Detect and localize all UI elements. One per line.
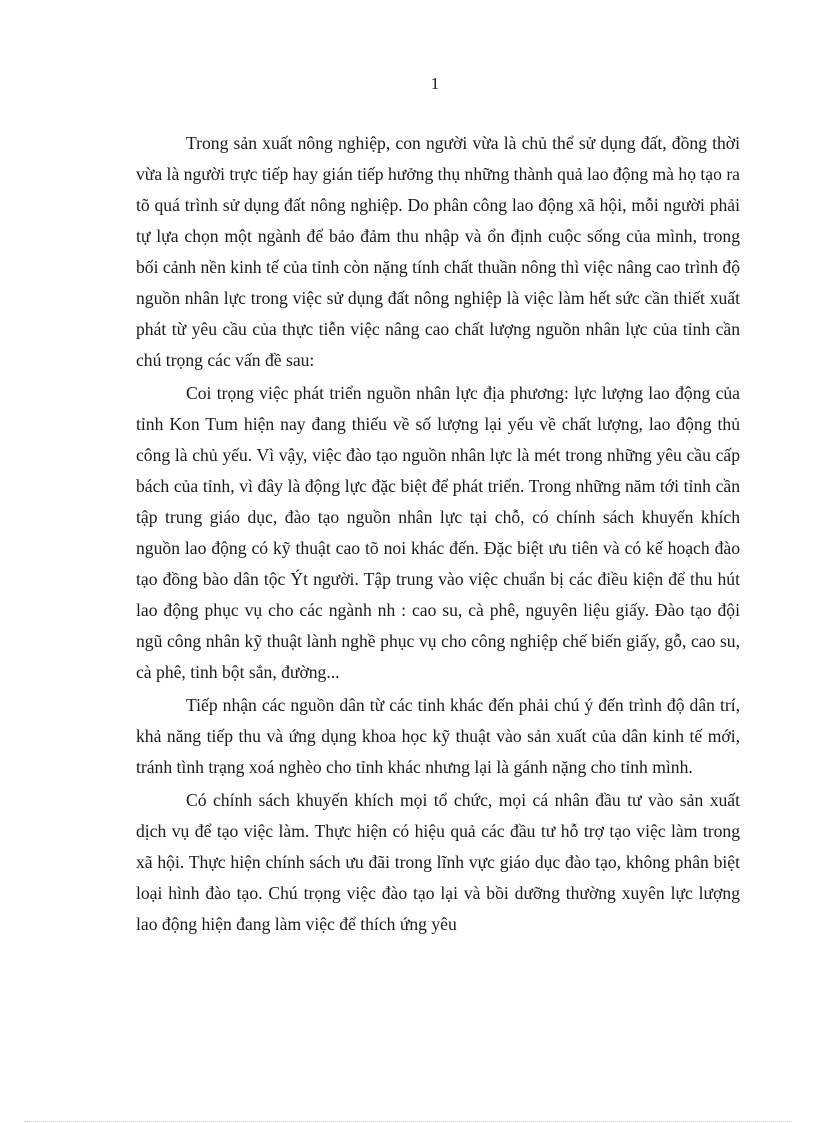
page-number: 1	[430, 74, 440, 93]
paragraph-4: Có chính sách khuyến khích mọi tổ chức, mọi cá nhân đầu tư vào sản xuất dịch vụ để tạo việc làm. Thực hiện có hiệu quả các đầu tư hỗ trợ tạo việc làm trong xã hội. Thực hiện chính sách ưu đãi trong lĩnh vực giáo dục đào tạo, không phân biệt loại hình đào tạo. Chú trọng việc đào tạo lại và bồi dưỡng thường xuyên lực lượng lao động hiện đang làm việc để thích ứng yêu	[136, 790, 740, 934]
page-divider	[24, 1121, 792, 1122]
paragraph-1: Trong sản xuất nông nghiệp, con người vừa là chủ thể sử dụng đất, đồng thời vừa là người trực tiếp hay gián tiếp hưởng thụ những thành quả lao động mà họ tạo ra tõ quá trình sử dụng đất nông nghiệp. Do phân công lao động xã hội, mỗi người phải tự lựa chọn một ngành để bảo đảm thu nhập và ổn định cuộc sống của mình, trong bối cảnh nền kinh tế của tỉnh còn nặng tính chất thuần nông thì việc nâng cao trình độ nguồn nhân lực trong việc sử dụng đất nông nghiệp là việc làm hết sức cần thiết xuất phát từ yêu cầu của thực tiễn việc nâng cao chất lượng nguồn nhân lực của tỉnh cần chú trọng các vấn đề sau:	[136, 133, 740, 370]
document-body	[136, 128, 740, 942]
paragraph-3: Tiếp nhận các nguồn dân từ các tỉnh khác đến phải chú ý đến trình độ dân trí, khả năng tiếp thu và ứng dụng khoa học kỹ thuật vào sản xuất của dân kinh tế mới, tránh tình trạng xoá nghèo cho tỉnh khác nhưng lại là gánh nặng cho tỉnh mình.	[136, 695, 740, 777]
paragraph-2: Coi trọng việc phát triển nguồn nhân lực địa phương: lực lượng lao động của tỉnh Kon Tum hiện nay đang thiếu về số lượng lại yếu về chất lượng, lao động thủ công là chủ yếu. Vì vậy, việc đào tạo nguồn nhân lực là mét trong những yêu cầu cấp bách của tỉnh, vì đây là động lực đặc biệt để phát triển. Trong những năm tới tỉnh cần tập trung giáo dục, đào tạo nguồn nhân lực tại chỗ, có chính sách khuyến khích nguồn lao động có kỹ thuật cao tõ noi khác đến. Đặc biệt ưu tiên và có kế hoạch đào tạo đồng bào dân tộc Ýt người. Tập trung vào việc chuẩn bị các điều kiện để thu hút lao động phục vụ cho các ngành nh : cao su, cà phê, nguyên liệu giấy. Đào tạo đội ngũ công nhân kỹ thuật lành nghề phục vụ cho công nghiệp chế biến giấy, gỗ, cao su, cà phê, tinh bột sắn, đường...	[136, 383, 740, 682]
